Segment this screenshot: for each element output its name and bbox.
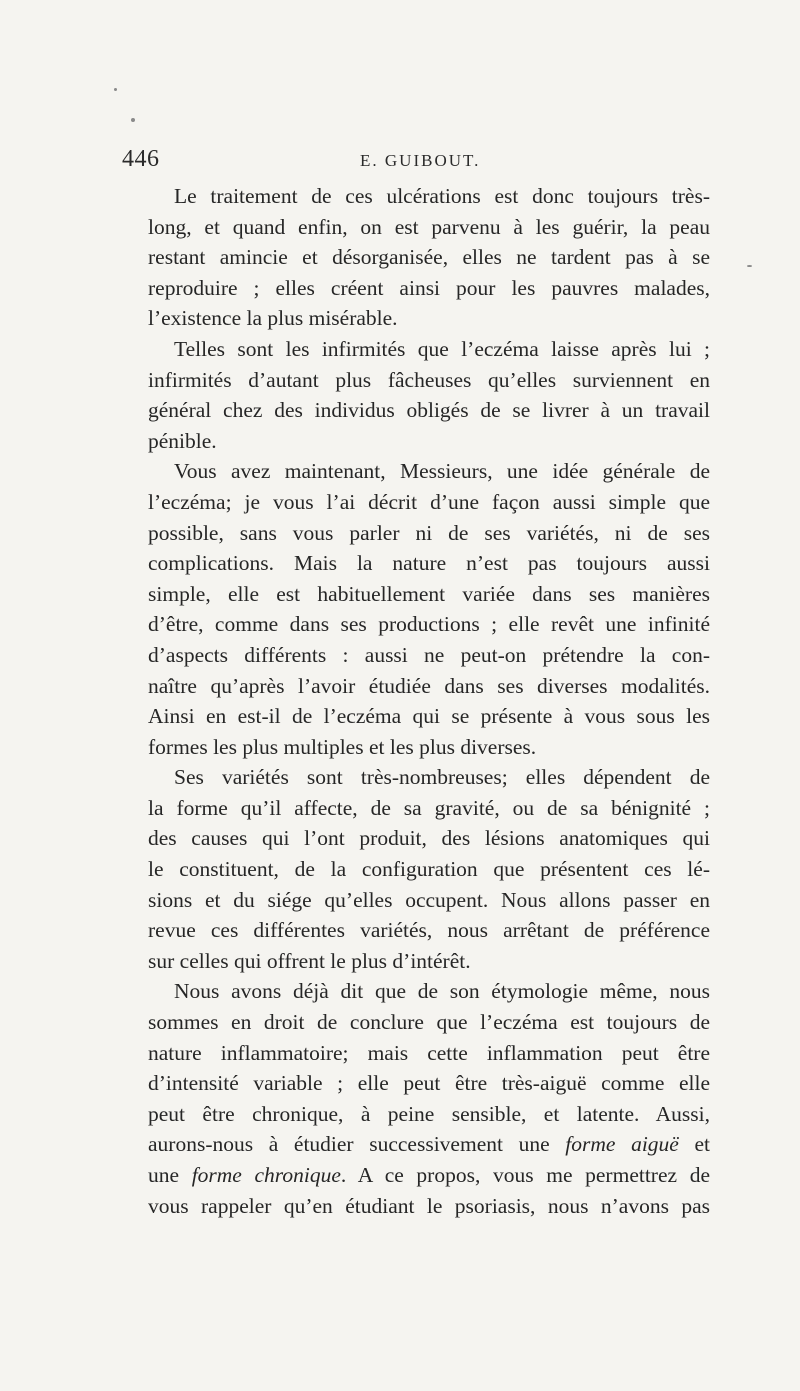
- text-line: sommes en droit de conclure que l’eczéma est toujours de: [148, 1010, 710, 1035]
- ink-speck: [114, 88, 117, 91]
- page-header: [122, 146, 712, 176]
- text-line: Nous avons déjà dit que de son étymologie même, nous: [174, 979, 710, 1004]
- ink-speck: [747, 265, 752, 267]
- text-line: vous rappeler qu’en étudiant le psoriasis, nous n’avons pas: [148, 1193, 710, 1218]
- text-line: une forme chronique. A ce propos, vous me permettrez de: [148, 1163, 710, 1187]
- paragraph: [122, 976, 710, 1221]
- text-line: l’existence la plus misérable.: [148, 306, 398, 331]
- running-head: E. GUIBOUT.: [360, 151, 481, 170]
- paragraph: [122, 456, 710, 762]
- italic-term: forme chronique: [191, 1163, 341, 1187]
- paragraph: [122, 334, 710, 456]
- text-line: infirmités d’autant plus fâcheuses qu’elles surviennent en: [148, 367, 710, 392]
- paragraph: [122, 762, 710, 976]
- ink-speck: [131, 118, 135, 122]
- text-line: sions et du siége qu’elles occupent. Nous allons passer en: [148, 887, 710, 912]
- text-line: sur celles qui offrent le plus d’intérêt.: [148, 948, 471, 973]
- text-line: Vous avez maintenant, Messieurs, une idée générale de: [174, 459, 710, 484]
- text-line: d’être, comme dans ses productions ; elle revêt une infinité: [148, 612, 710, 637]
- italic-term: forme aiguë: [565, 1132, 679, 1157]
- text-line: général chez des individus obligés de se livrer à un travail: [148, 398, 710, 423]
- text-line: l’eczéma; je vous l’ai décrit d’une façon aussi simple que: [148, 489, 710, 514]
- text-line: Le traitement de ces ulcérations est donc toujours très-: [174, 184, 710, 208]
- text-line: des causes qui l’ont produit, des lésions anatomiques qui: [148, 826, 710, 851]
- text-line: simple, elle est habituellement variée dans ses manières: [148, 581, 710, 606]
- text-line: le constituent, de la configuration que présentent ces lé-: [148, 857, 710, 882]
- text-line: peut être chronique, à peine sensible, et latente. Aussi,: [148, 1101, 710, 1126]
- text-line: naître qu’après l’avoir étudiée dans ses diverses modalités.: [148, 673, 710, 698]
- text-line: pénible.: [148, 428, 217, 453]
- text-line: long, et quand enfin, on est parvenu à les guérir, la peau: [148, 214, 710, 239]
- text-line: restant amincie et désorganisée, elles ne tardent pas à se: [148, 245, 710, 270]
- text-line: revue ces différentes variétés, nous arrêtant de préférence: [148, 918, 710, 943]
- text-line: Telles sont les infirmités que l’eczéma laisse après lui ;: [174, 336, 710, 361]
- text-line: possible, sans vous parler ni de ses variétés, ni de ses: [148, 520, 710, 545]
- text-line: formes les plus multiples et les plus diverses.: [148, 734, 537, 759]
- page-number: 446: [122, 146, 160, 172]
- text-line: complications. Mais la nature n’est pas toujours aussi: [148, 551, 710, 576]
- text-line: d’intensité variable ; elle peut être très-aiguë comme elle: [148, 1071, 710, 1096]
- text-line: Ses variétés sont très-nombreuses; elles dépendent de: [174, 765, 710, 790]
- text-line: d’aspects différents : aussi ne peut-on prétendre la con-: [148, 642, 710, 667]
- text-line: nature inflammatoire; mais cette inflammation peut être: [148, 1040, 710, 1065]
- text-line: aurons-nous à étudier successivement une forme aiguë et: [148, 1132, 710, 1157]
- text-line: la forme qu’il affecte, de sa gravité, ou de sa bénignité ;: [148, 795, 710, 820]
- text-line: Ainsi en est-il de l’eczéma qui se présente à vous sous les: [148, 704, 710, 729]
- body-text: [122, 181, 710, 1221]
- paragraph: [122, 181, 710, 334]
- text-line: reproduire ; elles créent ainsi pour les pauvres malades,: [148, 275, 710, 300]
